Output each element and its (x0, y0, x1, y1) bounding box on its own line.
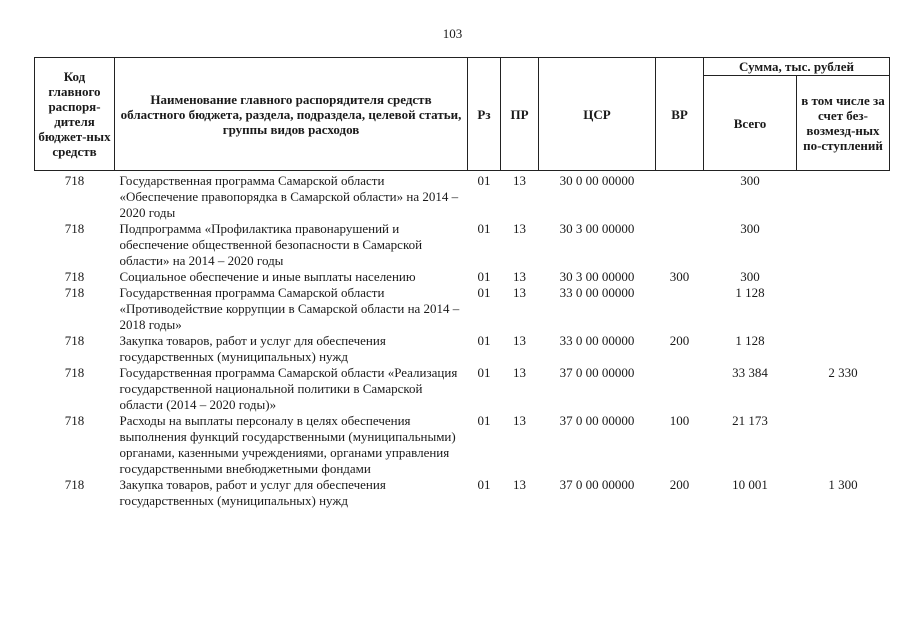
cell-rz: 01 (477, 173, 491, 188)
cell-code: 718 (64, 285, 85, 300)
header-csr: ЦСР (539, 58, 656, 171)
header-vr: ВР (656, 58, 704, 171)
cell-total: 300 (740, 269, 760, 284)
cell-rz: 01 (477, 333, 491, 348)
header-pr: ПР (501, 58, 539, 171)
table-row (35, 477, 890, 509)
page-number: 103 (442, 26, 463, 41)
table-row (35, 221, 890, 269)
cell-total: 10 001 (732, 477, 768, 492)
cell-vr (656, 171, 704, 222)
cell-pr: 13 (513, 333, 526, 348)
cell-incl-free (797, 413, 890, 477)
cell-pr: 13 (513, 477, 526, 492)
cell-pr: 13 (513, 221, 526, 236)
cell-code: 718 (64, 173, 85, 188)
cell-code: 718 (64, 365, 85, 380)
cell-incl-free (797, 285, 890, 333)
cell-code: 718 (64, 333, 85, 348)
cell-rz: 01 (477, 221, 491, 236)
table-header (35, 58, 890, 171)
cell-total: 21 173 (732, 413, 768, 428)
cell-incl-free: 1 300 (828, 477, 858, 492)
cell-vr: 200 (669, 333, 690, 348)
cell-csr: 37 0 00 00000 (559, 365, 635, 380)
header-sum: Сумма, тыс. рублей (704, 58, 890, 76)
cell-incl-free: 2 330 (828, 365, 858, 380)
cell-total: 1 128 (735, 333, 765, 348)
table-row (35, 365, 890, 413)
cell-code: 718 (64, 413, 85, 428)
cell-incl-free (797, 221, 890, 269)
cell-code: 718 (64, 221, 85, 236)
cell-pr: 13 (513, 365, 526, 380)
cell-csr: 33 0 00 00000 (559, 285, 635, 300)
cell-code: 718 (64, 269, 85, 284)
cell-name: Государственная программа Самарской области «Противодействие коррупции в Самарской области на 2014 – 2018 годы» (119, 285, 460, 332)
cell-vr (656, 221, 704, 269)
cell-name: Государственная программа Самарской области «Реализация государственной национальной политики в Самарской области (2014 – 2020 годы)» (119, 365, 458, 412)
cell-rz: 01 (477, 413, 491, 428)
cell-pr: 13 (513, 413, 526, 428)
cell-pr: 13 (513, 269, 526, 284)
header-name: Наименование главного распорядителя средств областного бюджета, раздела, подраздела, целевой статьи, группы видов расходов (115, 58, 468, 171)
cell-csr: 30 3 00 00000 (559, 221, 635, 236)
table-row (35, 285, 890, 333)
header-rz: Рз (468, 58, 501, 171)
cell-vr (656, 365, 704, 413)
cell-code: 718 (64, 477, 85, 492)
cell-csr: 37 0 00 00000 (559, 413, 635, 428)
cell-vr (656, 285, 704, 333)
header-total: Всего (704, 76, 797, 171)
cell-name: Закупка товаров, работ и услуг для обеспечения государственных (муниципальных) нужд (119, 477, 386, 508)
cell-vr: 300 (669, 269, 690, 284)
cell-csr: 30 3 00 00000 (559, 269, 635, 284)
cell-incl-free (797, 269, 890, 285)
cell-name: Государственная программа Самарской области «Обеспечение правопорядка в Самарской области» на 2014 – 2020 годы (119, 173, 459, 220)
cell-name: Расходы на выплаты персоналу в целях обеспечения выполнения функций государственными (муниципальными) органами, казенными учреждениями, органами управления государственными внебюджетными фондами (119, 413, 456, 476)
cell-incl-free (797, 333, 890, 365)
cell-csr: 37 0 00 00000 (559, 477, 635, 492)
cell-pr: 13 (513, 285, 526, 300)
table-row (35, 269, 890, 285)
cell-vr: 200 (669, 477, 690, 492)
cell-rz: 01 (477, 269, 491, 284)
table-row (35, 171, 890, 222)
cell-name: Подпрограмма «Профилактика правонарушений и обеспечение общественной безопасности в Самарской области» на 2014 – 2020 годы (119, 221, 423, 268)
cell-csr: 33 0 00 00000 (559, 333, 635, 348)
table-body (35, 171, 890, 510)
table-row (35, 333, 890, 365)
cell-total: 33 384 (732, 365, 768, 380)
cell-name: Социальное обеспечение и иные выплаты населению (119, 269, 416, 284)
cell-total: 300 (740, 221, 760, 236)
cell-rz: 01 (477, 285, 491, 300)
cell-pr: 13 (513, 173, 526, 188)
cell-rz: 01 (477, 365, 491, 380)
cell-name: Закупка товаров, работ и услуг для обеспечения государственных (муниципальных) нужд (119, 333, 386, 364)
budget-table (34, 57, 890, 509)
header-code: Код главного распоря-дителя бюджет-ных средств (35, 58, 115, 171)
cell-total: 1 128 (735, 285, 765, 300)
cell-rz: 01 (477, 477, 491, 492)
cell-total: 300 (740, 173, 760, 188)
cell-incl-free (797, 171, 890, 222)
cell-vr: 100 (669, 413, 690, 428)
cell-csr: 30 0 00 00000 (559, 173, 635, 188)
header-incl-free: в том числе за счет без-возмезд-ных по-ступлений (797, 76, 890, 171)
table-row (35, 413, 890, 477)
